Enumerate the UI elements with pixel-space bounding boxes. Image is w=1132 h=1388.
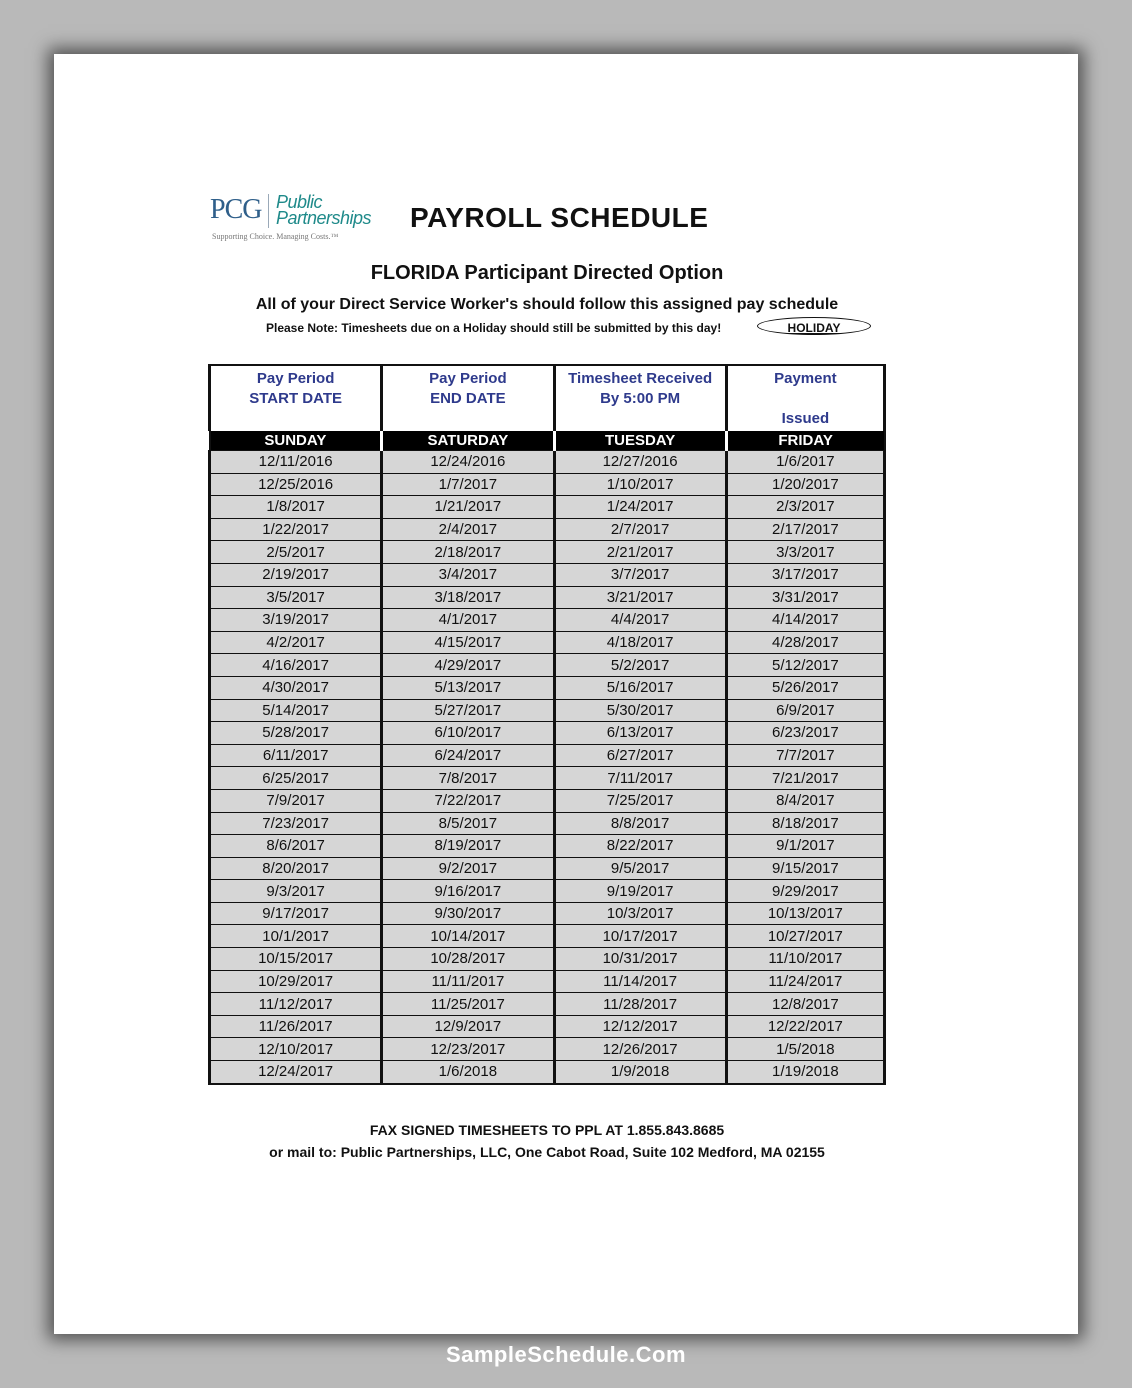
table-row	[210, 993, 885, 1016]
table-row	[210, 699, 885, 722]
table-row	[210, 676, 885, 699]
logo-tagline: Supporting Choice. Managing Costs.™	[212, 232, 339, 241]
table-cell: 7/11/2017	[554, 767, 726, 790]
table-cell: 2/5/2017	[210, 541, 382, 564]
weekday-label: TUESDAY	[554, 431, 726, 451]
table-cell: 9/17/2017	[210, 902, 382, 925]
table-cell: 12/12/2017	[554, 1015, 726, 1038]
table-cell: 7/25/2017	[554, 789, 726, 812]
header-line: Timesheet Received	[568, 370, 713, 387]
table-cell: 2/18/2017	[382, 541, 554, 564]
table-cell: 10/14/2017	[382, 925, 554, 948]
table-row	[210, 722, 885, 745]
table-cell: 4/4/2017	[554, 609, 726, 632]
table-cell: 1/7/2017	[382, 473, 554, 496]
table-cell: 1/6/2018	[382, 1061, 554, 1084]
table-cell: 5/16/2017	[554, 676, 726, 699]
table-cell: 2/21/2017	[554, 541, 726, 564]
weekday-label: SUNDAY	[210, 431, 382, 451]
weekday-row	[210, 431, 885, 451]
table-cell: 10/3/2017	[554, 902, 726, 925]
table-cell: 7/9/2017	[210, 789, 382, 812]
schedule-body	[210, 451, 885, 1084]
table-cell: 9/30/2017	[382, 902, 554, 925]
table-cell: 12/25/2016	[210, 473, 382, 496]
table-cell: 3/5/2017	[210, 586, 382, 609]
table-cell: 2/7/2017	[554, 518, 726, 541]
table-row	[210, 948, 885, 971]
table-cell: 11/24/2017	[726, 970, 884, 993]
table-row	[210, 541, 885, 564]
column-header-payment-issued	[726, 365, 884, 431]
table-row	[210, 518, 885, 541]
table-cell: 1/9/2018	[554, 1061, 726, 1084]
table-cell: 5/12/2017	[726, 654, 884, 677]
table-cell: 2/17/2017	[726, 518, 884, 541]
table-cell: 9/5/2017	[554, 857, 726, 880]
table-cell: 12/24/2017	[210, 1061, 382, 1084]
table-cell: 4/28/2017	[726, 631, 884, 654]
table-row	[210, 496, 885, 519]
table-row	[210, 880, 885, 903]
table-cell: 9/19/2017	[554, 880, 726, 903]
table-row	[210, 789, 885, 812]
header-line: Payment	[774, 370, 837, 387]
table-row	[210, 586, 885, 609]
table-cell: 8/5/2017	[382, 812, 554, 835]
table-cell: 5/2/2017	[554, 654, 726, 677]
table-cell: 2/3/2017	[726, 496, 884, 519]
table-cell: 6/27/2017	[554, 744, 726, 767]
table-cell: 11/28/2017	[554, 993, 726, 1016]
table-row	[210, 744, 885, 767]
table-cell: 7/7/2017	[726, 744, 884, 767]
table-cell: 9/2/2017	[382, 857, 554, 880]
table-cell: 1/8/2017	[210, 496, 382, 519]
table-cell: 8/19/2017	[382, 835, 554, 858]
table-cell: 7/22/2017	[382, 789, 554, 812]
table-cell: 3/4/2017	[382, 563, 554, 586]
holiday-badge: HOLIDAY	[757, 317, 871, 335]
table-row	[210, 1038, 885, 1061]
table-cell: 2/4/2017	[382, 518, 554, 541]
table-cell: 6/23/2017	[726, 722, 884, 745]
table-cell: 1/20/2017	[726, 473, 884, 496]
table-cell: 8/8/2017	[554, 812, 726, 835]
table-cell: 8/4/2017	[726, 789, 884, 812]
table-cell: 10/1/2017	[210, 925, 382, 948]
table-cell: 12/26/2017	[554, 1038, 726, 1061]
table-cell: 12/10/2017	[210, 1038, 382, 1061]
instruction-text: All of your Direct Service Worker's should follow this assigned pay schedule	[255, 296, 839, 313]
header-line: By 5:00 PM	[600, 390, 681, 407]
table-cell: 6/10/2017	[382, 722, 554, 745]
table-cell: 4/1/2017	[382, 609, 554, 632]
payroll-schedule-table	[208, 364, 886, 1085]
table-cell: 9/16/2017	[382, 880, 554, 903]
header-line: Pay Period	[256, 370, 335, 387]
header-line: END DATE	[430, 390, 506, 407]
table-row	[210, 1015, 885, 1038]
table-cell: 11/14/2017	[554, 970, 726, 993]
table-row	[210, 473, 885, 496]
table-cell: 10/29/2017	[210, 970, 382, 993]
table-cell: 6/9/2017	[726, 699, 884, 722]
table-row	[210, 970, 885, 993]
table-cell: 11/12/2017	[210, 993, 382, 1016]
table-row	[210, 631, 885, 654]
logo-partnerships-text: Partnerships	[276, 208, 372, 228]
table-row	[210, 925, 885, 948]
table-cell: 4/16/2017	[210, 654, 382, 677]
header-line: Pay Period	[429, 370, 507, 387]
table-cell: 3/3/2017	[726, 541, 884, 564]
table-cell: 3/7/2017	[554, 563, 726, 586]
table-cell: 1/19/2018	[726, 1061, 884, 1084]
column-header-row	[210, 365, 885, 431]
table-cell: 3/18/2017	[382, 586, 554, 609]
table-cell: 1/5/2018	[726, 1038, 884, 1061]
table-cell: 8/6/2017	[210, 835, 382, 858]
table-row	[210, 902, 885, 925]
table-cell: 11/10/2017	[726, 948, 884, 971]
table-row	[210, 812, 885, 835]
table-cell: 1/22/2017	[210, 518, 382, 541]
table-cell: 12/27/2016	[554, 451, 726, 474]
table-cell: 9/1/2017	[726, 835, 884, 858]
page-title: PAYROLL SCHEDULE	[410, 202, 709, 233]
column-header-start-date	[210, 365, 382, 431]
table-cell: 10/17/2017	[554, 925, 726, 948]
table-cell: 12/22/2017	[726, 1015, 884, 1038]
mail-address: or mail to: Public Partnerships, LLC, One Cabot Road, Suite 102 Medford, MA 02155	[269, 1144, 825, 1160]
table-cell: 10/27/2017	[726, 925, 884, 948]
table-row	[210, 1061, 885, 1084]
holiday-note: Please Note: Timesheets due on a Holiday should still be submitted by this day!	[266, 321, 722, 335]
table-cell: 11/25/2017	[382, 993, 554, 1016]
header-line: START DATE	[249, 390, 343, 407]
table-row	[210, 451, 885, 474]
table-cell: 5/14/2017	[210, 699, 382, 722]
table-row	[210, 563, 885, 586]
table-cell: 1/21/2017	[382, 496, 554, 519]
table-cell: 12/9/2017	[382, 1015, 554, 1038]
table-cell: 11/11/2017	[382, 970, 554, 993]
table-row	[210, 654, 885, 677]
table-cell: 9/3/2017	[210, 880, 382, 903]
table-cell: 5/27/2017	[382, 699, 554, 722]
watermark-text: SampleSchedule.Com	[445, 1342, 687, 1367]
table-cell: 4/30/2017	[210, 676, 382, 699]
page-subtitle: FLORIDA Participant Directed Option	[370, 262, 724, 284]
table-cell: 8/18/2017	[726, 812, 884, 835]
table-cell: 2/19/2017	[210, 563, 382, 586]
fax-instruction: FAX SIGNED TIMESHEETS TO PPL AT 1.855.843.8685	[369, 1122, 725, 1138]
table-cell: 3/17/2017	[726, 563, 884, 586]
table-cell: 6/25/2017	[210, 767, 382, 790]
logo-public-text: Public	[276, 192, 323, 212]
table-cell: 6/11/2017	[210, 744, 382, 767]
table-cell: 5/28/2017	[210, 722, 382, 745]
table-cell: 4/14/2017	[726, 609, 884, 632]
pcg-public-partnerships-logo	[210, 192, 380, 244]
table-cell: 4/29/2017	[382, 654, 554, 677]
table-cell: 8/20/2017	[210, 857, 382, 880]
table-cell: 10/31/2017	[554, 948, 726, 971]
table-cell: 9/29/2017	[726, 880, 884, 903]
table-cell: 12/24/2016	[382, 451, 554, 474]
table-cell: 8/22/2017	[554, 835, 726, 858]
table-cell: 5/13/2017	[382, 676, 554, 699]
table-cell: 7/8/2017	[382, 767, 554, 790]
table-cell: 1/24/2017	[554, 496, 726, 519]
column-header-end-date	[382, 365, 554, 431]
table-cell: 6/24/2017	[382, 744, 554, 767]
header-line: Issued	[781, 410, 830, 427]
table-row	[210, 857, 885, 880]
table-cell: 4/15/2017	[382, 631, 554, 654]
table-cell: 10/28/2017	[382, 948, 554, 971]
table-cell: 12/23/2017	[382, 1038, 554, 1061]
logo-pcg-text: PCG	[210, 194, 262, 225]
table-cell: 10/15/2017	[210, 948, 382, 971]
table-cell: 10/13/2017	[726, 902, 884, 925]
document-page	[54, 54, 1078, 1334]
table-cell: 3/19/2017	[210, 609, 382, 632]
table-cell: 12/11/2016	[210, 451, 382, 474]
table-cell: 3/31/2017	[726, 586, 884, 609]
table-row	[210, 767, 885, 790]
table-cell: 12/8/2017	[726, 993, 884, 1016]
weekday-label: FRIDAY	[726, 431, 884, 451]
table-cell: 5/30/2017	[554, 699, 726, 722]
table-cell: 4/18/2017	[554, 631, 726, 654]
table-cell: 11/26/2017	[210, 1015, 382, 1038]
table-cell: 1/6/2017	[726, 451, 884, 474]
logo-divider	[268, 194, 269, 228]
table-cell: 4/2/2017	[210, 631, 382, 654]
table-cell: 5/26/2017	[726, 676, 884, 699]
table-cell: 9/15/2017	[726, 857, 884, 880]
table-cell: 7/21/2017	[726, 767, 884, 790]
weekday-label: SATURDAY	[382, 431, 554, 451]
table-cell: 1/10/2017	[554, 473, 726, 496]
column-header-timesheet-received	[554, 365, 726, 431]
table-cell: 3/21/2017	[554, 586, 726, 609]
table-row	[210, 835, 885, 858]
header-spacer	[728, 389, 883, 409]
table-cell: 6/13/2017	[554, 722, 726, 745]
table-row	[210, 609, 885, 632]
table-cell: 7/23/2017	[210, 812, 382, 835]
